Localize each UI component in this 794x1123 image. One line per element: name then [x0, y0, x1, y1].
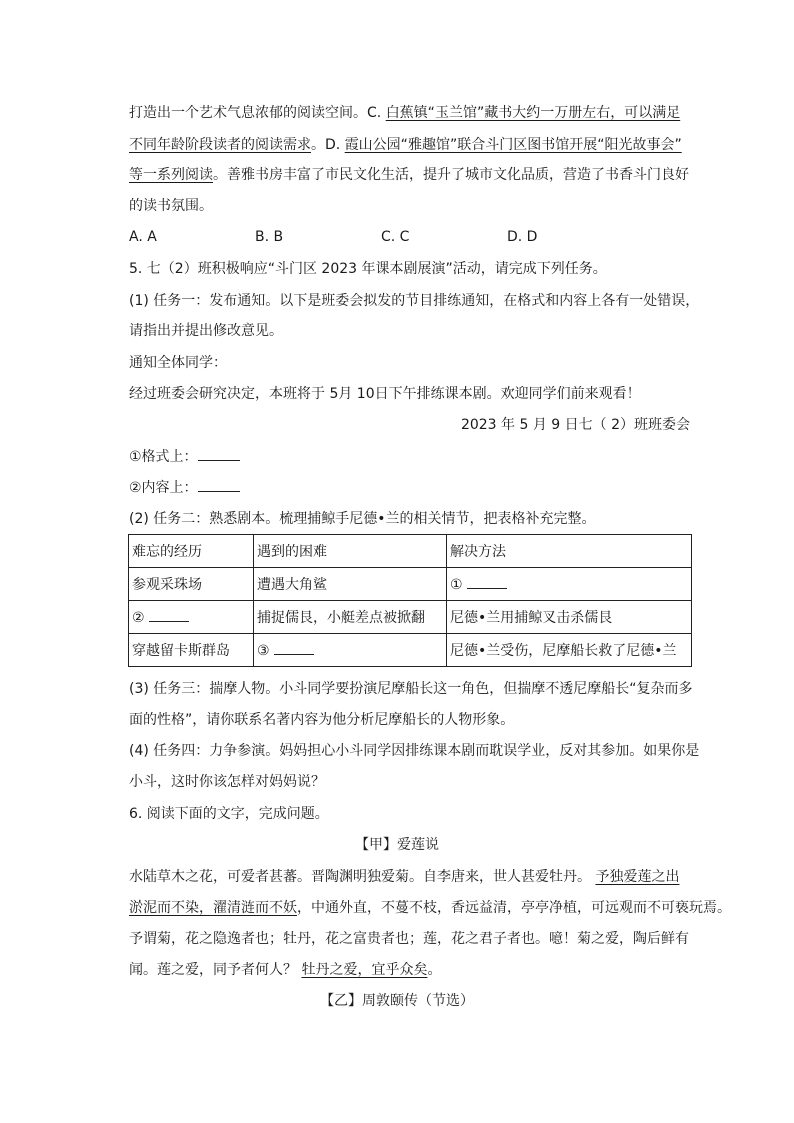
text-run: 。D.	[311, 137, 345, 153]
q5-task3-line2: 面的性格”，请你联系名著内容为他分析尼摩船长的人物形象。	[129, 712, 515, 728]
underlined-text: 淤泥而不染，濯清涟而不妖	[129, 900, 297, 916]
text-run: 闻。莲之爱，同予者何人？	[129, 962, 302, 978]
notice-body: 经过班委会研究决定，本班将于 5月 10日下午排练课本剧。欢迎同学们前来观看！	[129, 386, 641, 402]
table-cell: 参观采珠场	[129, 568, 254, 601]
table-row	[129, 634, 692, 667]
text-run: ，中通外直，不蔓不枝，香远益清，亭亭净植，可远观而不可亵玩焉。	[297, 900, 731, 916]
notice-signature: 2023 年 5 月 9 日七（ 2）班班委会	[460, 417, 690, 433]
table-cell: 尼德•兰用捕鲸叉击杀儒艮	[447, 601, 692, 634]
underlined-text: 牡丹之爱，宜乎众矣	[301, 962, 428, 978]
content-answer-line	[129, 479, 240, 497]
text-run: 。	[427, 962, 442, 978]
answer-blank	[274, 642, 314, 655]
q5-stem: 5. 七（2）班积极响应“斗门区 2023 年课本剧展演”活动，请完成下列任务。	[129, 261, 607, 277]
passage-line-3: 予谓菊，花之隐逸者也；牡丹，花之富贵者也；莲，花之君子者也。噫！菊之爱，陶后鲜有	[129, 931, 689, 947]
table-header-cell: 遇到的困难	[254, 535, 447, 568]
passage-line-4	[129, 961, 441, 979]
format-label: ①格式上：	[129, 449, 198, 465]
option-b: B. B	[255, 229, 284, 245]
table-cell: 遭遇大角鲨	[254, 568, 447, 601]
option-a: A. A	[129, 229, 157, 245]
underlined-text: 白蕉镇“玉兰馆”藏书大约一万册左右，可以满足	[385, 105, 681, 121]
answer-blank	[149, 609, 189, 622]
underlined-text: 不同年龄阶段读者的阅读需求	[129, 137, 311, 153]
blank-marker: ①	[450, 576, 463, 593]
content-label: ②内容上：	[129, 480, 198, 496]
notice-title: 通知全体同学：	[129, 355, 227, 371]
answer-blank	[198, 448, 240, 461]
table-cell: 穿越留卡斯群岛	[129, 634, 254, 667]
paragraph-line-3	[129, 166, 689, 184]
paragraph-line-4: 的读书氛围。	[129, 198, 213, 214]
table-header-cell: 难忘的经历	[129, 535, 254, 568]
format-answer-line	[129, 448, 240, 466]
passage-line-1	[129, 868, 679, 886]
option-d: D. D	[507, 229, 538, 245]
q5-task3-line1: (3) 任务三：揣摩人物。小斗同学要扮演尼摩船长这一角色，但揣摩不透尼摩船长“复杂而多	[129, 681, 693, 697]
q5-task2: (2) 任务二：熟悉剧本。梳理捕鲸手尼德•兰的相关情节，把表格补充完整。	[129, 511, 596, 527]
q5-task1-line2: 请指出并提出修改意见。	[129, 323, 283, 339]
table-cell	[129, 601, 254, 634]
blank-marker: ③	[257, 642, 270, 659]
underlined-text: 予独爱莲之出	[595, 869, 680, 885]
table-cell: 捕捉儒艮，小艇差点被掀翻	[254, 601, 447, 634]
q5-task1-line1: (1) 任务一：发布通知。以下是班委会拟发的节目排练通知，在格式和内容上各有一处错误，	[129, 293, 700, 309]
blank-marker: ②	[132, 609, 145, 626]
underlined-text: 等一系列阅读	[129, 167, 213, 183]
table-row	[129, 568, 692, 601]
text-run: 。善雅书房丰富了市民文化生活，提升了城市文化品质，营造了书香斗门良好	[213, 167, 689, 183]
passage-yi-title: 【乙】周敦颐传（节选）	[320, 993, 474, 1009]
table-header-row	[129, 535, 692, 568]
table-row	[129, 601, 692, 634]
q5-task4-line2: 小斗，这时你该怎样对妈妈说？	[129, 774, 325, 790]
passage-jia-title: 【甲】爱莲说	[355, 837, 439, 853]
answer-blank	[198, 479, 240, 492]
text-run: 水陆草木之花，可爱者甚蕃。晋陶渊明独爱菊。自李唐来，世人甚爱牡丹。	[129, 869, 596, 885]
q6-stem: 6. 阅读下面的文字，完成问题。	[129, 806, 329, 822]
passage-line-2	[129, 899, 731, 917]
table-cell: 尼德•兰受伤，尼摩船长救了尼德•兰	[447, 634, 692, 667]
text-run: 打造出一个艺术气息浓郁的阅读空间。C.	[129, 105, 386, 121]
table-cell	[447, 568, 692, 601]
paragraph-line-1	[129, 104, 680, 122]
table-cell	[254, 634, 447, 667]
table-header-cell: 解决方法	[447, 535, 692, 568]
underlined-text: 霞山公园“雅趣馆”联合斗门区图书馆开展“阳光故事会”	[344, 137, 682, 153]
q5-task4-line1: (4) 任务四：力争参演。妈妈担心小斗同学因排练课本剧而耽误学业，反对其参加。如果你是	[129, 743, 700, 759]
option-c: C. C	[381, 229, 410, 245]
answer-blank	[467, 576, 507, 589]
plot-table	[128, 534, 692, 667]
paragraph-line-2	[129, 136, 682, 154]
